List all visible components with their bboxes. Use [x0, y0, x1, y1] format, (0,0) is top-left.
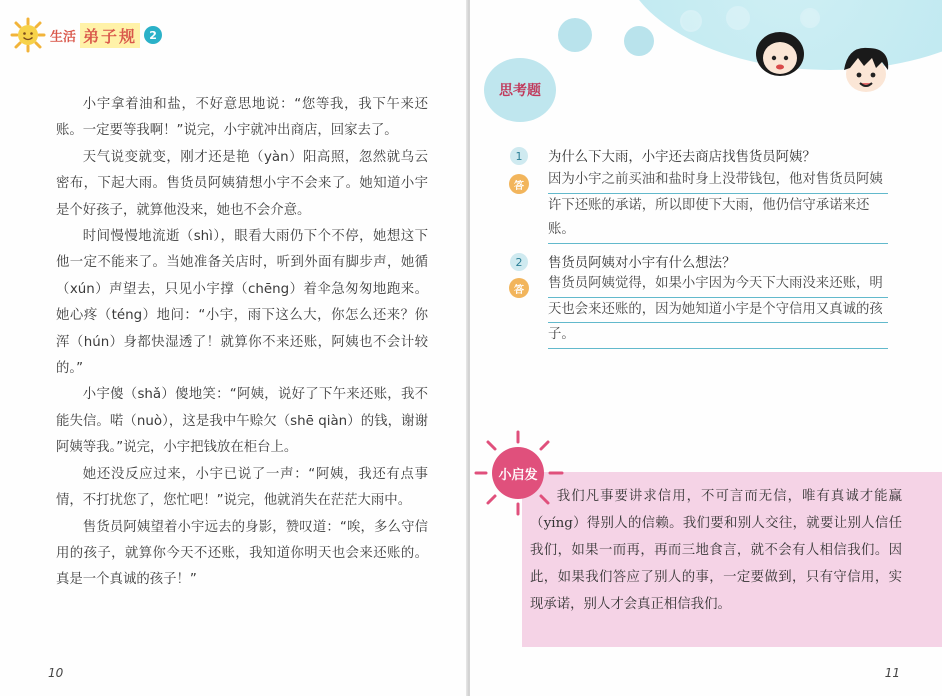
story-paragraph: 小宇傻（shǎ）傻地笑：“阿姨，说好了下午来还账，我不能失信。喏（nuò），这是我中午赊欠（shē qiàn）的钱，谢谢阿姨等我。”说完，小宇把钱放在柜台上。 — [56, 387, 428, 456]
bubble-decoration — [726, 6, 750, 30]
page-number-right: 11 — [884, 666, 900, 680]
question-text: 售货员阿姨对小宇有什么想法？ — [548, 256, 736, 271]
story-paragraph: 小宇拿着油和盐，不好意思地说：“您等我，我下午来还账。一定要等我啊！”说完，小宇就冲出商店，回家去了。 — [56, 97, 428, 139]
header-volume-badge: 2 — [144, 26, 162, 44]
right-page — [470, 0, 942, 696]
answer-badge: 答 — [509, 174, 529, 194]
answer-badge: 答 — [509, 278, 529, 298]
question-number-badge: 2 — [510, 253, 528, 271]
boy-face-icon — [838, 42, 894, 94]
header-subtitle: 生活 — [50, 29, 77, 45]
sun-icon — [10, 17, 46, 53]
bubble-decoration — [800, 8, 820, 28]
answer-line: 售货员阿姨觉得，如果小宇因为今天下大雨没来还账，明 — [548, 272, 888, 298]
story-paragraph: 时间慢慢地流逝（shì），眼看大雨仍下个不停，她想这下他一定不能来了。当她准备关店时，听到外面有脚步声，她循（xún）声望去，只见小宇撑（chēng）着伞急匆匆地跑来。她心疼（téng）地问：“小宇，雨下这么大，你怎么还来？你浑（hún）身都快湿透了！就算你不来还账，阿姨也不会计较的。” — [56, 229, 428, 377]
bubble-decoration — [680, 10, 702, 32]
think-questions-badge — [484, 58, 556, 122]
answer-line: 许下还账的承诺，所以即使下大雨，他仍信守承诺来还账。 — [548, 194, 888, 244]
question-number-badge: 1 — [510, 147, 528, 165]
header-title: 弟子规 — [80, 23, 140, 48]
story-paragraph: 售货员阿姨望着小宇远去的身影，赞叹道：“唉，多么守信用的孩子，就算你今天不还账，我知道你明天也会来还账的。真是一个真诚的孩子！” — [56, 519, 428, 588]
story-paragraph: 她还没反应过来，小宇已说了一声：“阿姨，我还有点事情，不打扰您了，您忙吧！”说完，他就消失在茫茫大雨中。 — [56, 466, 428, 509]
answer-text — [548, 272, 888, 349]
page-number-left: 10 — [48, 666, 64, 680]
inspiration-label: 小启发 — [492, 447, 544, 499]
page-header — [10, 18, 162, 52]
answer-line: 子。 — [548, 323, 888, 349]
question-text: 为什么下大雨，小宇还去商店找售货员阿姨？ — [548, 150, 816, 165]
inspiration-paragraph: 我们凡事要讲求信用，不可言而无信，唯有真诚才能赢（yíng）得别人的信赖。我们要和别人交往，就要让别人信任我们，如果一而再，再而三地食言，就不会有人相信我们。因此，如果我们答应了别人的事，一定要做到，只有守信用，实现承诺，别人才会真正相信我们。 — [530, 489, 902, 612]
answer-line: 天也会来还账的，因为她知道小宇是个守信用又真诚的孩 — [548, 298, 888, 324]
answer-line: 因为小宇之前买油和盐时身上没带钱包，他对售货员阿姨 — [548, 168, 888, 194]
bubble-decoration — [624, 26, 654, 56]
story-paragraph: 天气说变就变，刚才还是艳（yàn）阳高照，忽然就乌云密布，下起大雨。售货员阿姨猜想小宇不会来了。她知道小宇是个好孩子，就算他没来，她也不会介意。 — [56, 149, 428, 218]
inspiration-text — [530, 483, 902, 618]
girl-face-icon — [752, 26, 808, 78]
think-questions-label: 思考题 — [499, 83, 541, 99]
answer-text — [548, 168, 888, 244]
bubble-decoration — [558, 18, 592, 52]
story-text — [56, 92, 428, 594]
left-page — [0, 0, 468, 696]
